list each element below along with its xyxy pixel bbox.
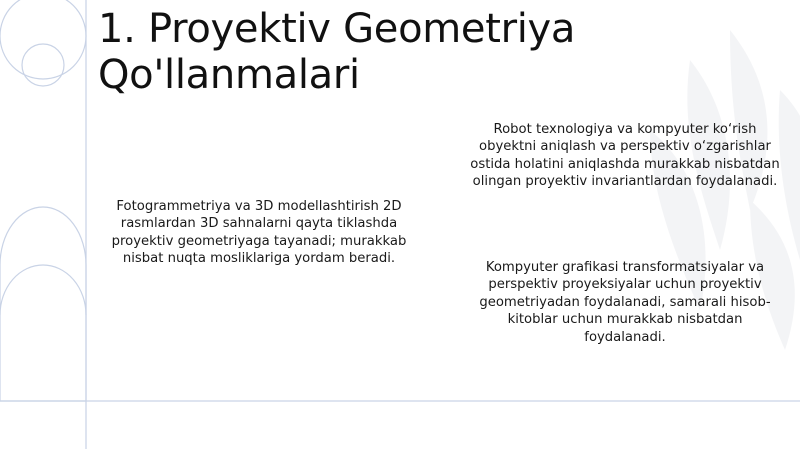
arch-outline-lower [0,265,86,315]
arch-outline-upper [0,207,86,401]
small-circle-outline [22,44,64,86]
slide-title: 1. Proyektiv Geometriya Qo'llanmalari [98,6,576,98]
graphics-paragraph: Kompyuter grafikasi transformatsiyalar va perspektiv proyeksiyalar uchun proyektiv geometriyadan foydalanadi, samarali hisob-kitoblar uchun murakkab nisbatdan foydalanadi. [479,260,771,345]
robotics-paragraph: Robot texnologiya va kompyuter ko‘rish obyektni aniqlash va perspektiv o‘zgarishlar ostida holatini aniqlashda murakkab nisbatdan olingan proyektiv invariantlardan foydalanadi. [470,122,780,190]
photogrammetry-paragraph: Fotogrammetriya va 3D modellashtirish 2D rasmlardan 3D sahnalarni qayta tiklashda proyektiv geometriyaga tayanadi; murakkab nisbat nuqta mosliklariga yordam beradi. [111,199,407,267]
large-circle-outline [0,0,86,79]
